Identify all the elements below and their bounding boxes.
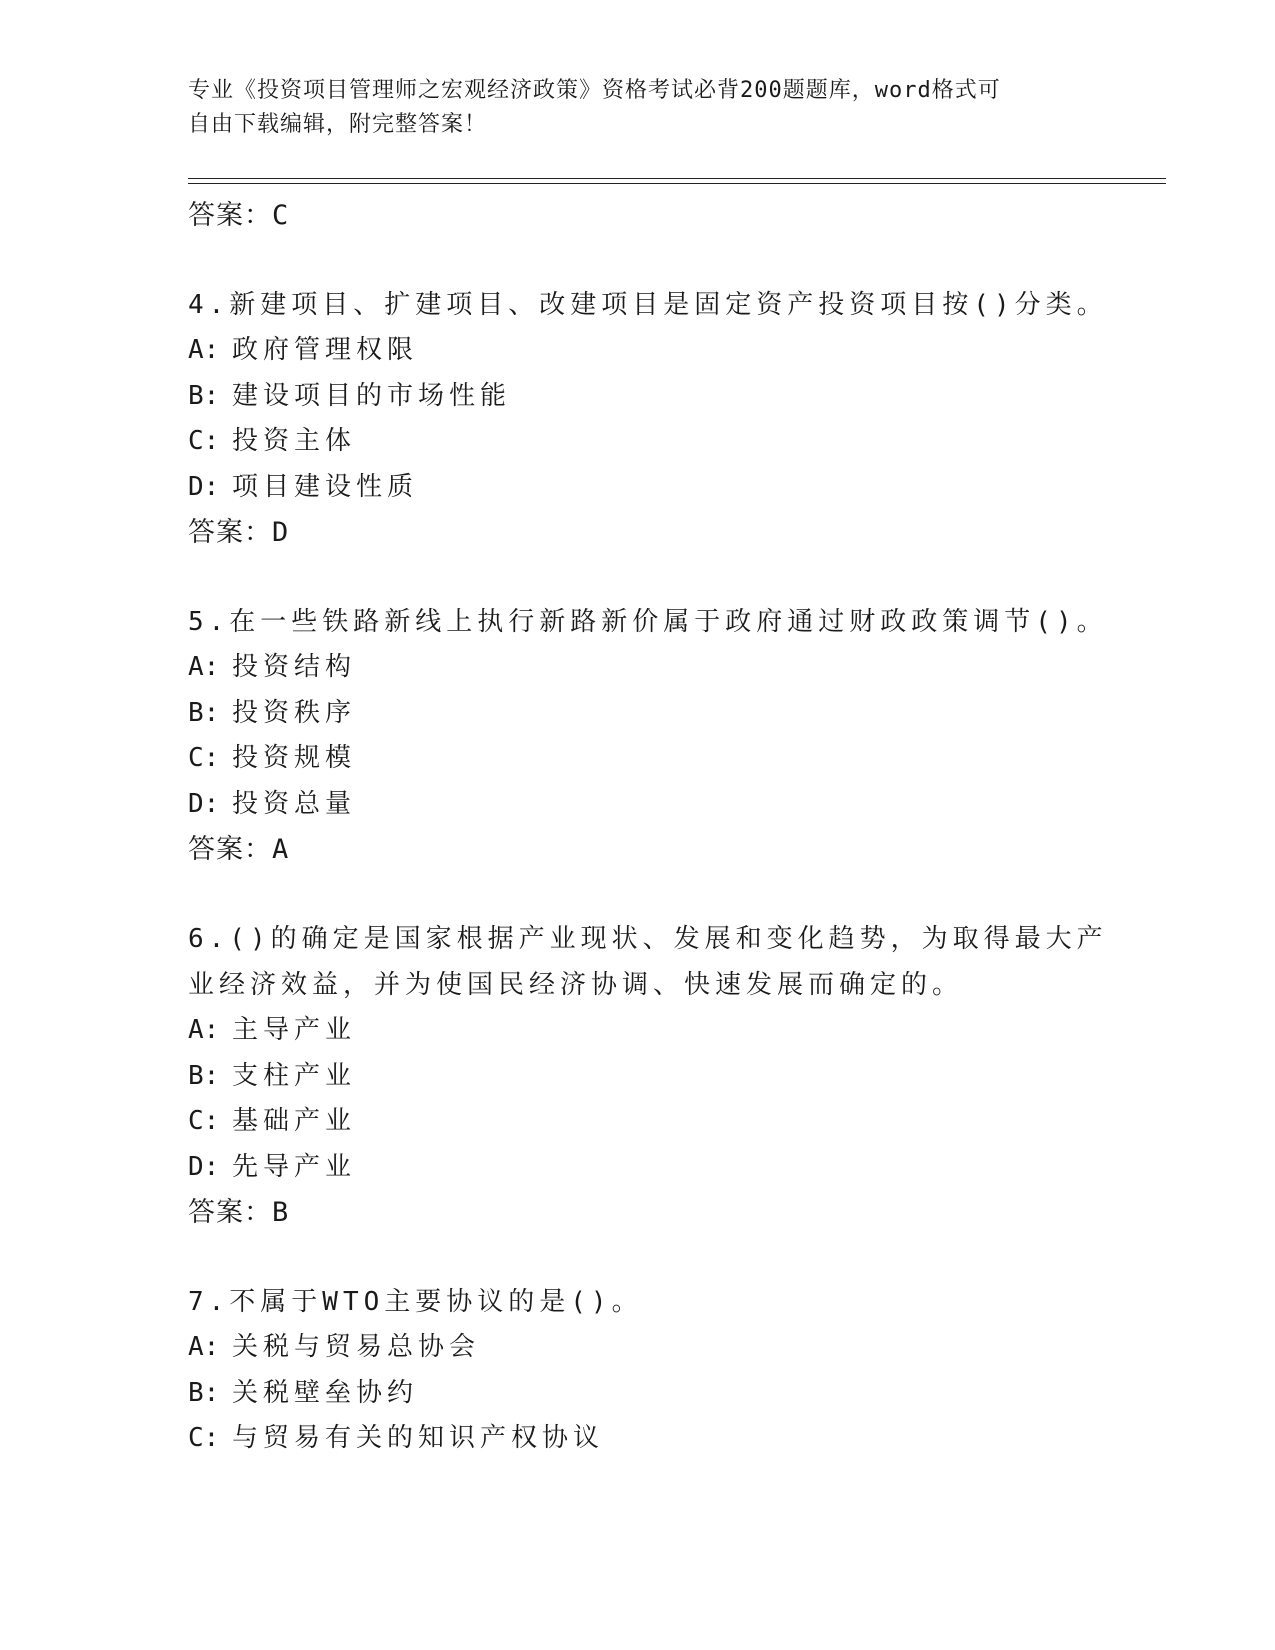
option-text: 项目建设性质 — [232, 471, 419, 502]
option-letter: C: — [188, 743, 220, 773]
question-list — [188, 193, 1138, 1462]
option-text: 先导产业 — [232, 1151, 357, 1182]
option-text: 关税与贸易总协会 — [232, 1332, 481, 1362]
option-text: 投资秩序 — [232, 697, 357, 728]
question-stem: 6.()的确定是国家根据产业现状、发展和变化趋势，为取得最大产业经济效益，并为使国民经济协调、快速发展而确定的。 — [188, 924, 1108, 1000]
option-text: 投资规模 — [232, 743, 357, 773]
option-text: 政府管理权限 — [232, 335, 419, 365]
option-text: 支柱产业 — [232, 1060, 357, 1091]
option-letter: C: — [188, 426, 220, 456]
option-c — [188, 736, 1138, 782]
previous-answer: 答案：C — [188, 200, 290, 231]
option-d — [188, 465, 1138, 511]
question-5 — [188, 599, 1138, 873]
option-text: 投资总量 — [232, 788, 357, 819]
option-a — [188, 645, 1138, 691]
option-a — [188, 1325, 1138, 1371]
option-text: 关税壁垒协约 — [232, 1377, 419, 1408]
question-6 — [188, 916, 1138, 1236]
question-4 — [188, 282, 1138, 556]
answer-label: 答案：B — [188, 1197, 290, 1228]
option-b — [188, 1371, 1138, 1417]
option-letter: A: — [188, 335, 220, 365]
header-line-2: 自由下载编辑，附完整答案！ — [188, 112, 488, 137]
option-letter: B: — [188, 1060, 220, 1091]
question-stem: 4.新建项目、扩建项目、改建项目是固定资产投资项目按()分类。 — [188, 290, 1108, 320]
option-d — [188, 782, 1138, 828]
option-a — [188, 328, 1138, 374]
question-stem: 7.不属于WTO主要协议的是()。 — [188, 1287, 643, 1317]
option-letter: A: — [188, 1332, 220, 1362]
header-rule-bottom — [188, 183, 1166, 184]
option-letter: C: — [188, 1106, 220, 1136]
option-letter: B: — [188, 1377, 220, 1408]
option-c — [188, 1099, 1138, 1145]
option-b — [188, 1054, 1138, 1100]
option-text: 与贸易有关的知识产权协议 — [232, 1423, 605, 1453]
header-line-1: 专业《投资项目管理师之宏观经济政策》资格考试必背200题题库，word格式可 — [188, 78, 1001, 103]
option-text: 建设项目的市场性能 — [232, 380, 512, 411]
option-letter: D: — [188, 471, 220, 502]
option-letter: A: — [188, 652, 220, 682]
option-letter: A: — [188, 1015, 220, 1045]
question-stem: 5.在一些铁路新线上执行新路新价属于政府通过财政政策调节()。 — [188, 607, 1108, 637]
answer-label: 答案：A — [188, 834, 290, 865]
option-letter: D: — [188, 1151, 220, 1182]
option-letter: B: — [188, 697, 220, 728]
option-letter: B: — [188, 380, 220, 411]
option-letter: D: — [188, 788, 220, 819]
document-header — [188, 74, 1088, 142]
option-b — [188, 374, 1138, 420]
option-text: 投资结构 — [232, 652, 357, 682]
option-d — [188, 1145, 1138, 1191]
option-text: 投资主体 — [232, 426, 357, 456]
option-c — [188, 419, 1138, 465]
option-letter: C: — [188, 1423, 220, 1453]
answer-label: 答案：D — [188, 517, 290, 548]
question-7 — [188, 1279, 1138, 1462]
option-b — [188, 691, 1138, 737]
option-text: 基础产业 — [232, 1106, 357, 1136]
option-c — [188, 1416, 1138, 1462]
option-text: 主导产业 — [232, 1015, 357, 1045]
header-rule-top — [188, 178, 1166, 179]
option-a — [188, 1008, 1138, 1054]
